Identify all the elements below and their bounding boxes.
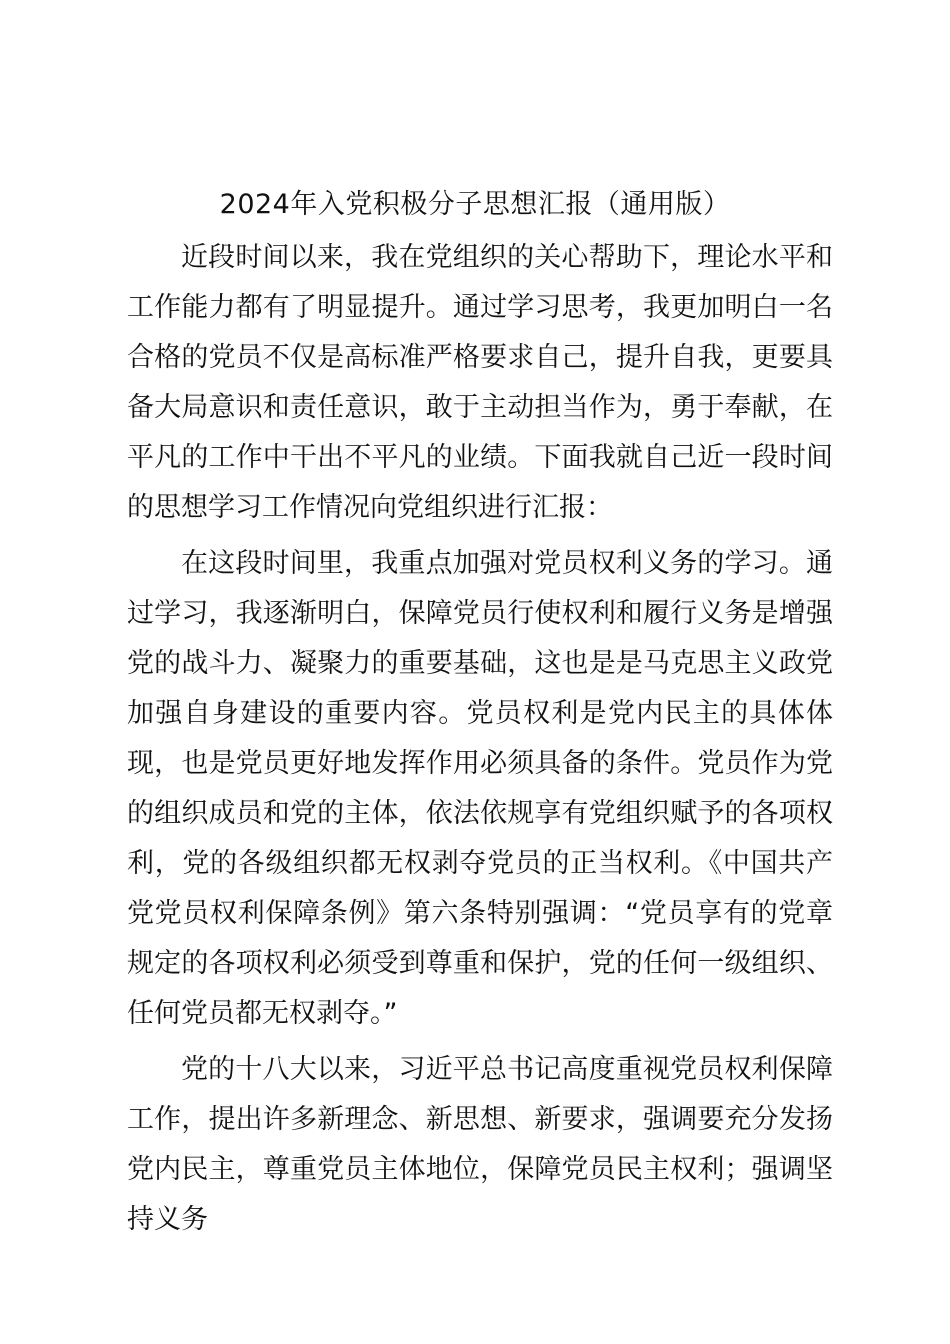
document-body [127,233,833,1251]
paragraph-3: 党的十八大以来，习近平总书记高度重视党员权利保障工作，提出许多新理念、新思想、新要求，强调要充分发扬党内民主，尊重党员主体地位，保障党员民主权利；强调坚持义务 [127,1054,833,1235]
paragraph-1: 近段时间以来，我在党组织的关心帮助下，理论水平和工作能力都有了明显提升。通过学习思考，我更加明白一名合格的党员不仅是高标准严格要求自己，提升自我，更要具备大局意识和责任意识，敢于主动担当作为，勇于奉献，在平凡的工作中干出不平凡的业绩。下面我就自己近一段时间的思想学习工作情况向党组织进行汇报： [127,242,833,523]
paragraph-2: 在这段时间里，我重点加强对党员权利义务的学习。通过学习，我逐渐明白，保障党员行使权利和履行义务是增强党的战斗力、凝聚力的重要基础，这也是是马克思主义政党加强自身建设的重要内容。党员权利是党内民主的具体体现，也是党员更好地发挥作用必须具备的条件。党员作为党的组织成员和党的主体，依法依规享有党组织赋予的各项权利，党的各级组织都无权剥夺党员的正当权利。《中国共产党党员权利保障条例》第六条特别强调：“党员享有的党章规定的各项权利必须受到尊重和保护，党的任何一级组织、任何党员都无权剥夺。” [127,548,833,1029]
document-title: 2024年入党积极分子思想汇报（通用版） [219,189,731,220]
